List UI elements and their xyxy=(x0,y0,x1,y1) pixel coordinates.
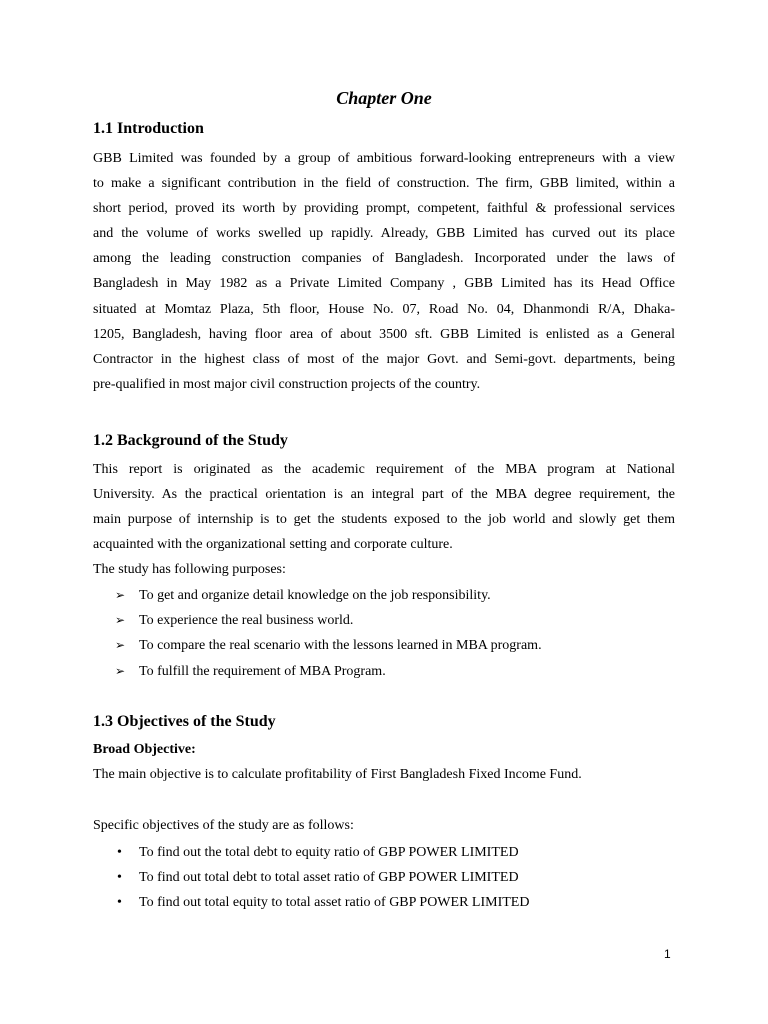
arrow-bullet-icon: ➢ xyxy=(115,638,126,653)
specific-objectives-list xyxy=(0,840,768,916)
list-item: ➢ To compare the real scenario with the lessons learned in MBA program. xyxy=(0,633,768,658)
paragraph-line: pre-qualified in most major civil construction projects of the country. xyxy=(93,376,481,392)
list-item: ➢ To get and organize detail knowledge on the job responsibility. xyxy=(0,583,768,608)
arrow-bullet-icon: ➢ xyxy=(115,588,126,602)
list-item: ➢ To experience the real business world. xyxy=(0,608,768,633)
arrow-bullet-icon: ➢ xyxy=(115,663,126,678)
background-paragraph xyxy=(93,457,675,557)
arrow-bullet-icon: ➢ xyxy=(115,613,126,628)
paragraph-line: situated at Momtaz Plaza, 5th floor, House No. 07, Road No. 04, Dhanmondi R/A, Dhaka- xyxy=(93,301,675,317)
chapter-title: Chapter One xyxy=(336,88,432,108)
page-number: 1 xyxy=(664,947,671,961)
paragraph-line: acquainted with the organizational setting and corporate culture. xyxy=(93,537,453,553)
paragraph-line: GBB Limited was founded by a group of ambitious forward-looking entrepreneurs with a view xyxy=(93,151,675,166)
bullet-icon: • xyxy=(117,895,122,911)
paragraph-line: and the volume of works swelled up rapidly. Already, GBB Limited has curved out its place xyxy=(93,226,675,242)
list-item: ➢ To fulfill the requirement of MBA Program. xyxy=(0,659,768,684)
paragraph-line: University. As the practical orientation is an integral part of the MBA degree requirement, the xyxy=(93,487,675,503)
bullet-icon: • xyxy=(117,870,122,886)
paragraph-line: Bangladesh in May 1982 as a Private Limited Company , GBB Limited has its Head Office xyxy=(93,276,675,292)
paragraph-line: Contractor in the highest class of most of the major Govt. and Semi-govt. departments, being xyxy=(93,351,675,367)
list-item: • To find out the total debt to equity ratio of GBP POWER LIMITED xyxy=(0,840,768,865)
specific-objectives-intro: Specific objectives of the study are as follows: xyxy=(93,818,354,833)
list-item: • To find out total equity to total asset ratio of GBP POWER LIMITED xyxy=(0,890,768,915)
list-item: • To find out total debt to total asset ratio of GBP POWER LIMITED xyxy=(0,865,768,890)
purposes-intro: The study has following purposes: xyxy=(93,562,286,577)
paragraph-line: short period, proved its worth by providing prompt, competent, faithful & professional services xyxy=(93,201,675,217)
broad-objective-text: The main objective is to calculate profitability of First Bangladesh Fixed Income Fund. xyxy=(93,767,582,782)
introduction-paragraph xyxy=(93,146,675,397)
bullet-icon: • xyxy=(117,845,122,860)
paragraph-line: among the leading construction companies of Bangladesh. Incorporated under the laws of xyxy=(93,251,675,267)
paragraph-line: main purpose of internship is to get the students exposed to the job world and slowly get them xyxy=(93,512,675,528)
paragraph-line: to make a significant contribution in the field of construction. The firm, GBB limited, within a xyxy=(93,176,675,192)
purposes-list xyxy=(0,583,768,684)
section-heading-background: 1.2 Background of the Study xyxy=(93,432,288,449)
paragraph-line: This report is originated as the academic requirement of the MBA program at National xyxy=(93,462,675,477)
section-heading-objectives: 1.3 Objectives of the Study xyxy=(93,713,276,730)
section-heading-introduction: 1.1 Introduction xyxy=(93,120,204,137)
paragraph-line: 1205, Bangladesh, having floor area of about 3500 sft. GBB Limited is enlisted as a General xyxy=(93,326,675,342)
broad-objective-label: Broad Objective: xyxy=(93,742,196,757)
